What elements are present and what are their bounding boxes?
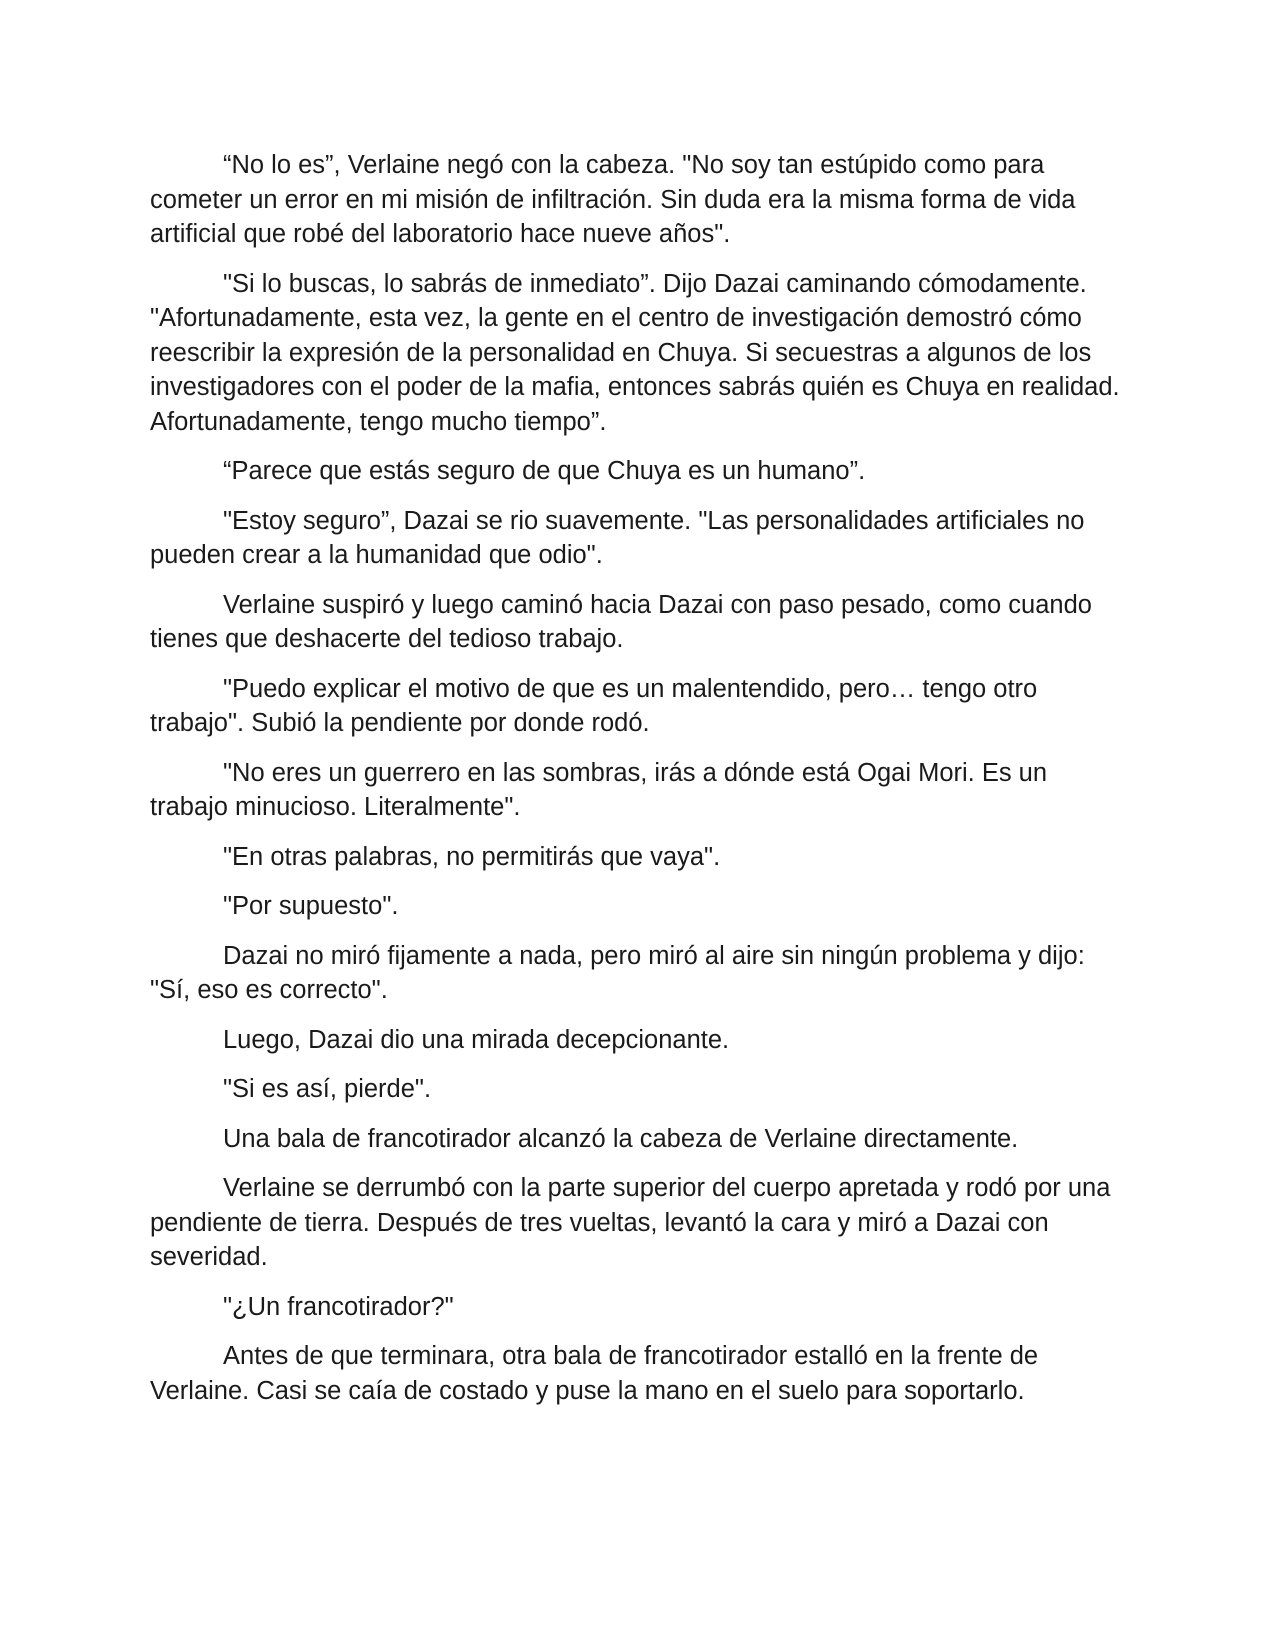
- paragraph-8: "En otras palabras, no permitirás que vaya".: [223, 842, 721, 871]
- document-page: [150, 148, 1125, 1423]
- paragraph-1: “No lo es”, Verlaine negó con la cabeza. "No soy tan estúpido como para cometer un error en mi misión de infiltración. Sin duda era la misma forma de vida artificial que robé del laboratorio hace nueve años".: [150, 151, 1076, 248]
- paragraph-13: Una bala de francotirador alcanzó la cabeza de Verlaine directamente.: [223, 1124, 1019, 1153]
- paragraph-16: Antes de que terminara, otra bala de francotirador estalló en la frente de Verlaine. Casi se caía de costado y puse la mano en el suelo para soportarlo.: [150, 1342, 1039, 1405]
- paragraph-9: "Por supuesto".: [223, 892, 399, 920]
- paragraph-12: "Si es así, pierde".: [223, 1075, 432, 1103]
- paragraph-10: Dazai no miró fijamente a nada, pero miró al aire sin ningún problema y dijo: "Sí, eso es correcto".: [150, 941, 1085, 1004]
- paragraph-14: Verlaine se derrumbó con la parte superior del cuerpo apretada y rodó por una pendiente de tierra. Después de tres vueltas, levantó la cara y miró a Dazai con severidad.: [150, 1174, 1111, 1271]
- paragraph-7: "No eres un guerrero en las sombras, irás a dónde está Ogai Mori. Es un trabajo minucioso. Literalmente".: [150, 758, 1048, 821]
- paragraph-5: Verlaine suspiró y luego caminó hacia Dazai con paso pesado, como cuando tienes que deshacerte del tedioso trabajo.: [150, 590, 1092, 653]
- paragraph-2: "Si lo buscas, lo sabrás de inmediato”. Dijo Dazai caminando cómodamente. "Afortunadamente, esta vez, la gente en el centro de investigación demostró cómo reescribir la expresión de la personalidad en Chuya. Si secuestras a algunos de los investigadores con el poder de la mafia, entonces sabrás quién es Chuya en realidad. Afortunadamente, tengo mucho tiempo”.: [150, 269, 1120, 436]
- paragraph-4: "Estoy seguro”, Dazai se rio suavemente. "Las personalidades artificiales no pueden crear a la humanidad que odio".: [150, 506, 1085, 569]
- paragraph-6: "Puedo explicar el motivo de que es un malentendido, pero… tengo otro trabajo". Subió la pendiente por donde rodó.: [150, 674, 1038, 737]
- paragraph-11: Luego, Dazai dio una mirada decepcionante.: [223, 1025, 730, 1054]
- paragraph-3: “Parece que estás seguro de que Chuya es un humano”.: [223, 457, 866, 485]
- paragraph-15: "¿Un francotirador?": [223, 1292, 454, 1321]
